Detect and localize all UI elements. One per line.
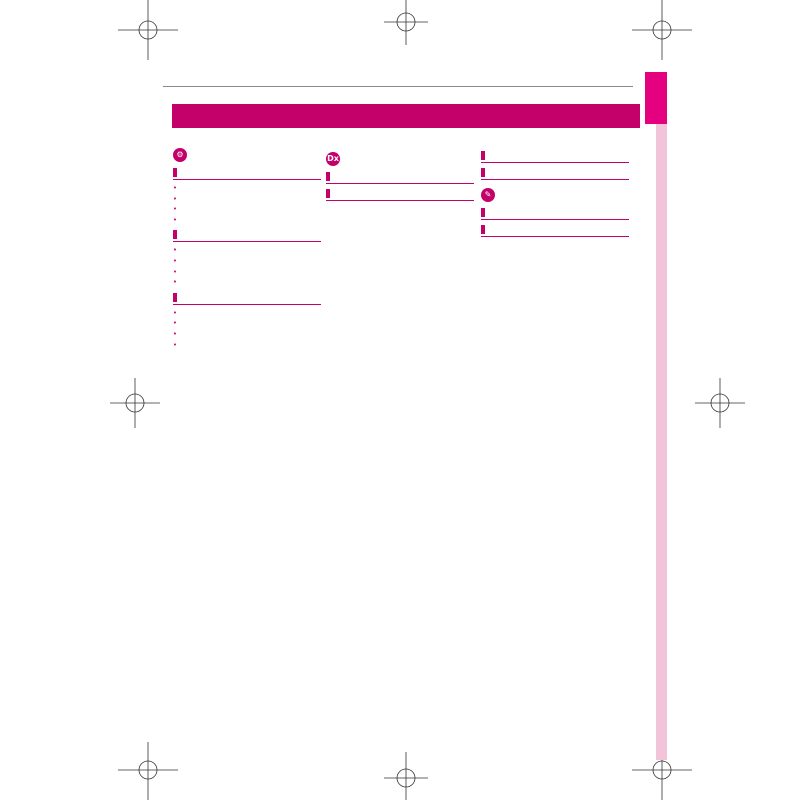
subsection-header (326, 172, 474, 181)
chapter-tab (645, 72, 667, 124)
registration-mark-bottom-center (376, 752, 436, 800)
subsection-header (481, 168, 629, 177)
running-header (465, 68, 469, 76)
bullet-item (173, 215, 321, 226)
subsection-header (481, 151, 629, 160)
registration-mark-right-middle (695, 378, 745, 428)
subsection-header (173, 293, 321, 302)
bullet-item (173, 245, 321, 256)
chapter-title-bar (172, 104, 640, 128)
bullet-item (173, 204, 321, 215)
registration-mark-top-left (118, 0, 178, 60)
registration-mark-top-right (632, 0, 692, 60)
bullet-item (173, 267, 321, 278)
bullet-item (173, 340, 321, 351)
gears-icon: ⚙ (173, 148, 187, 162)
bullet-item (173, 308, 321, 319)
pill-icon: ✎ (481, 188, 495, 202)
epi-list (173, 245, 321, 287)
column-3 (481, 146, 629, 240)
section-diagnosis-header (326, 152, 474, 166)
header-rule (163, 86, 633, 87)
bullet-item (173, 277, 321, 288)
column-1 (173, 146, 321, 350)
subsection-header (481, 225, 629, 234)
etio-list (173, 308, 321, 350)
subsection-header (173, 168, 321, 177)
page-edge-strip (656, 124, 667, 760)
subsection-header (173, 230, 321, 239)
registration-mark-top-center (376, 0, 436, 45)
subsection-header (481, 208, 629, 217)
subsection-header (326, 189, 474, 198)
section-basics-header (173, 148, 321, 162)
rx-icon: Dx (326, 152, 340, 166)
bullet-item (173, 329, 321, 340)
bullet-item (173, 318, 321, 329)
desc-list (173, 183, 321, 225)
bullet-item (173, 256, 321, 267)
column-2 (326, 146, 474, 204)
registration-mark-bottom-left (118, 742, 178, 800)
bullet-item (173, 194, 321, 205)
section-treatment-header (481, 188, 629, 202)
registration-mark-left-middle (110, 378, 160, 428)
bullet-item (173, 183, 321, 194)
